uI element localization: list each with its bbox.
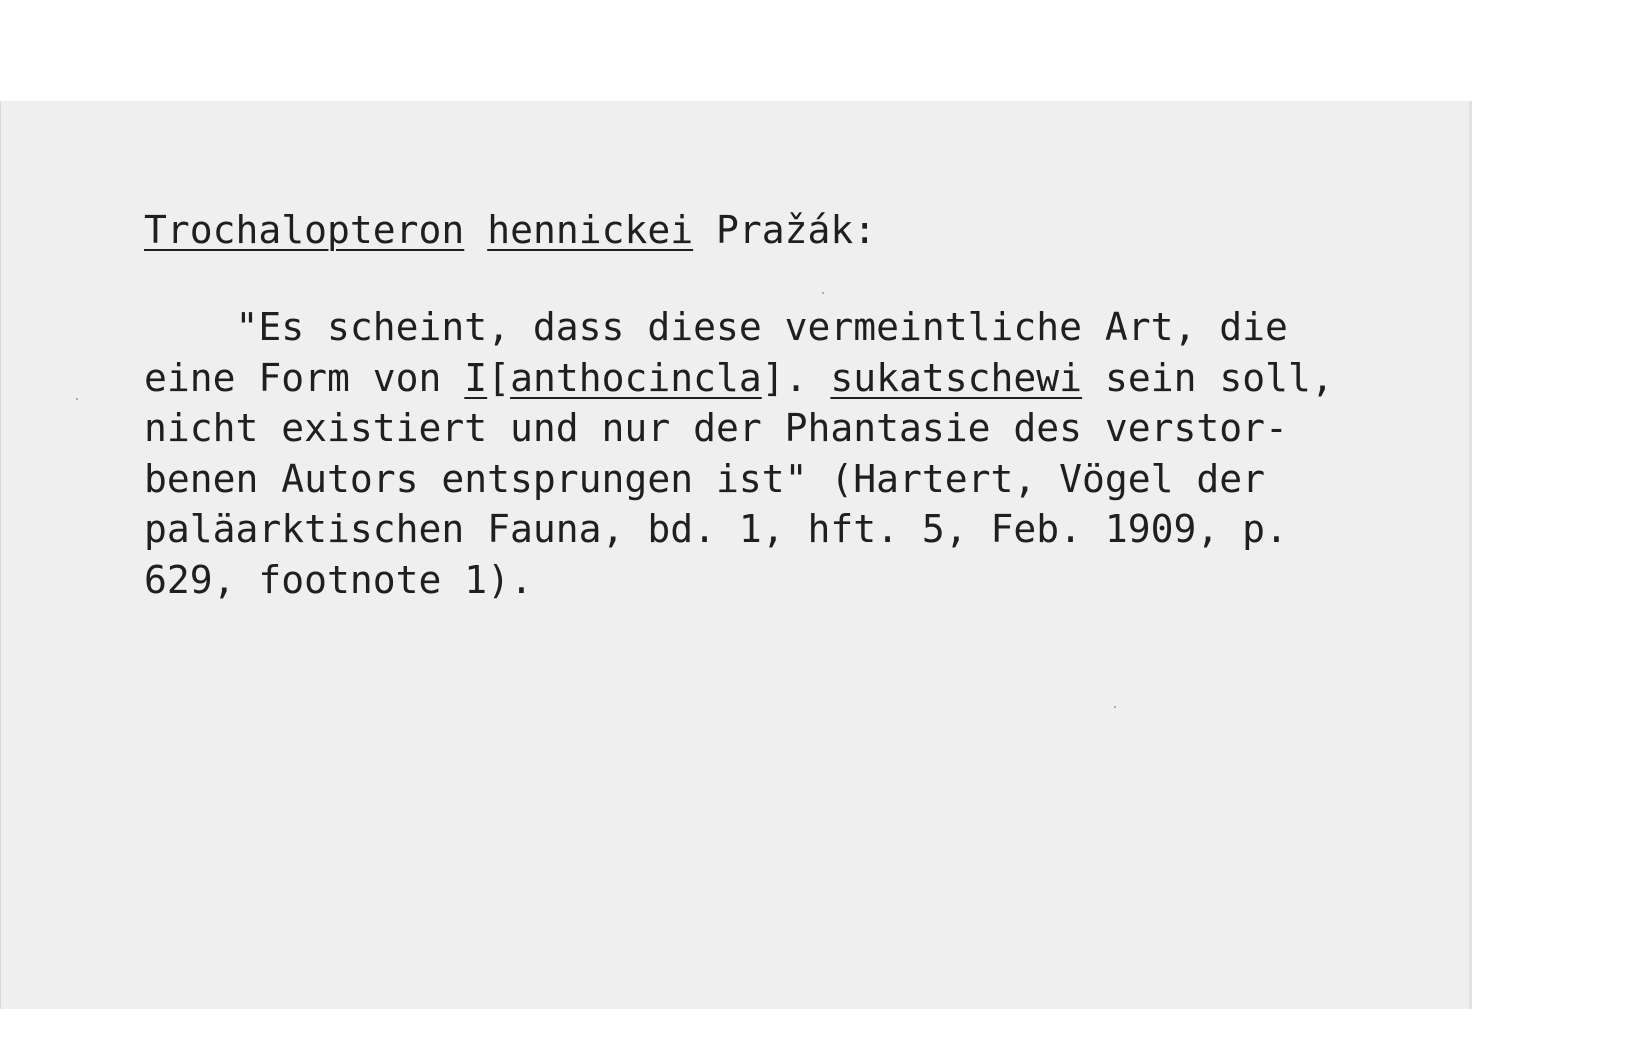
text-run: sein soll, [1082,355,1334,400]
text-run: nicht existiert und nur der Phantasie des verstor- [144,406,1288,450]
card-body-text [144,302,1334,605]
text-run: "Es scheint, dass diese vermeintliche Art, die [144,305,1288,349]
paper-speck [1114,706,1116,708]
text-run: paläarktischen Fauna, bd. 1, hft. 5, Feb. 1909, p. [144,507,1288,551]
text-line [144,504,1334,555]
text-run: benen Autors entsprungen ist" (Hartert, Vögel der [144,456,1266,501]
text-line [144,454,1334,505]
text-line [144,555,1334,606]
text-line [144,302,1334,353]
text-run: [ [487,355,511,400]
card-heading [144,208,876,252]
text-line [144,403,1334,454]
underlined-taxon: I [464,355,488,400]
text-run: 629, footnote 1). [144,557,533,602]
paper-speck [76,398,78,400]
heading-species: hennickei [487,208,694,252]
text-line [144,353,1334,404]
heading-genus: Trochalopteron [144,208,465,252]
heading-author: Pražák: [715,208,877,252]
underlined-taxon: sukatschewi [830,355,1083,400]
underlined-taxon: anthocincla [510,355,762,400]
paper-speck [822,292,824,294]
text-run: eine Form von [144,355,465,400]
text-run: ]. [761,355,831,400]
